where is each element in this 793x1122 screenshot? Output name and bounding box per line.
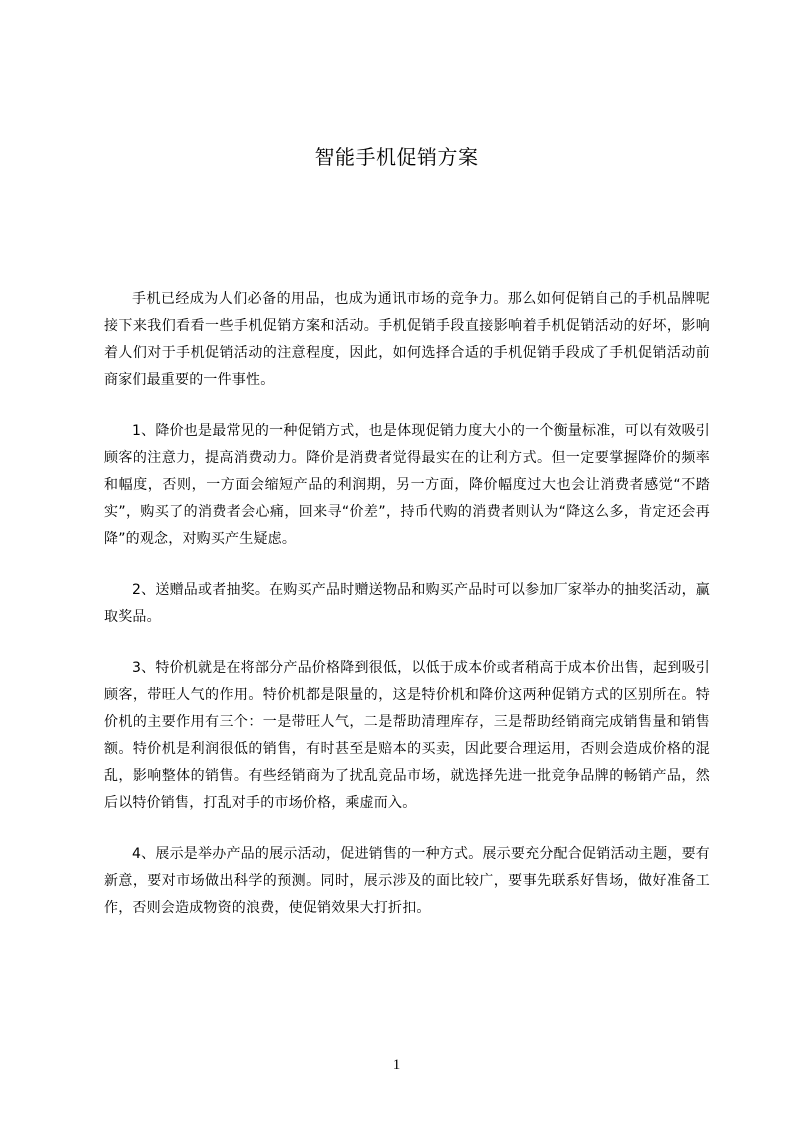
paragraph-intro: 手机已经成为人们必备的用品，也成为通讯市场的竞争力。那么如何促销自己的手机品牌呢接下来我们看看一些手机促销方案和活动。手机促销手段直接影响着手机促销活动的好坏，影响着人们对于手机促销活动的注意程度，因此，如何选择合适的手机促销手段成了手机促销活动前商家们最重要的一件事性。 — [104, 291, 710, 388]
paragraph-price-reduction: 1、降价也是最常见的一种促销方式，也是体现促销力度大小的一个衡量标准，可以有效吸引顾客的注意力，提高消费动力。降价是消费者觉得最实在的让利方式。但一定要掌握降价的频率和幅度，否则，一方面会缩短产品的利润期，另一方面，降价幅度过大也会让消费者感觉“不踏实”，购买了的消费者会心痛，回来寻“价差”，持币代购的消费者则认为“降这么多，肯定还会再降”的观念，对购买产生疑虑。 — [104, 423, 710, 547]
document-body — [104, 286, 710, 946]
paragraph-product-display: 4、展示是举办产品的展示活动，促进销售的一种方式。展示要充分配合促销活动主题，要有新意，要对市场做出科学的预测。同时，展示涉及的面比较广，要事先联系好售场，做好准备工作，否则会造成物资的浪费，使促销效果大打折扣。 — [104, 846, 710, 916]
page-number: 1 — [392, 1057, 401, 1073]
paragraph-gifts-lottery: 2、送赠品或者抽奖。在购买产品时赠送物品和购买产品时可以参加厂家举办的抽奖活动，赢取奖品。 — [104, 582, 710, 625]
paragraph-special-price-phones: 3、特价机就是在将部分产品价格降到很低，以低于成本价或者稍高于成本价出售，起到吸引顾客，带旺人气的作用。特价机都是限量的，这是特价机和降价这两种促销方式的区别所在。特价机的主要作用有三个：一是带旺人气，二是帮助清理库存，三是帮助经销商完成销售量和销售额。特价机是利润很低的销售，有时甚至是赔本的买卖，因此要合理运用，否则会造成价格的混乱，影响整体的销售。有些经销商为了扰乱竞品市场，就选择先进一批竞争品牌的畅销产品，然后以特价销售，打乱对手的市场价格，乘虚而入。 — [104, 660, 710, 811]
document-title: 智能手机促销方案 — [314, 145, 479, 169]
